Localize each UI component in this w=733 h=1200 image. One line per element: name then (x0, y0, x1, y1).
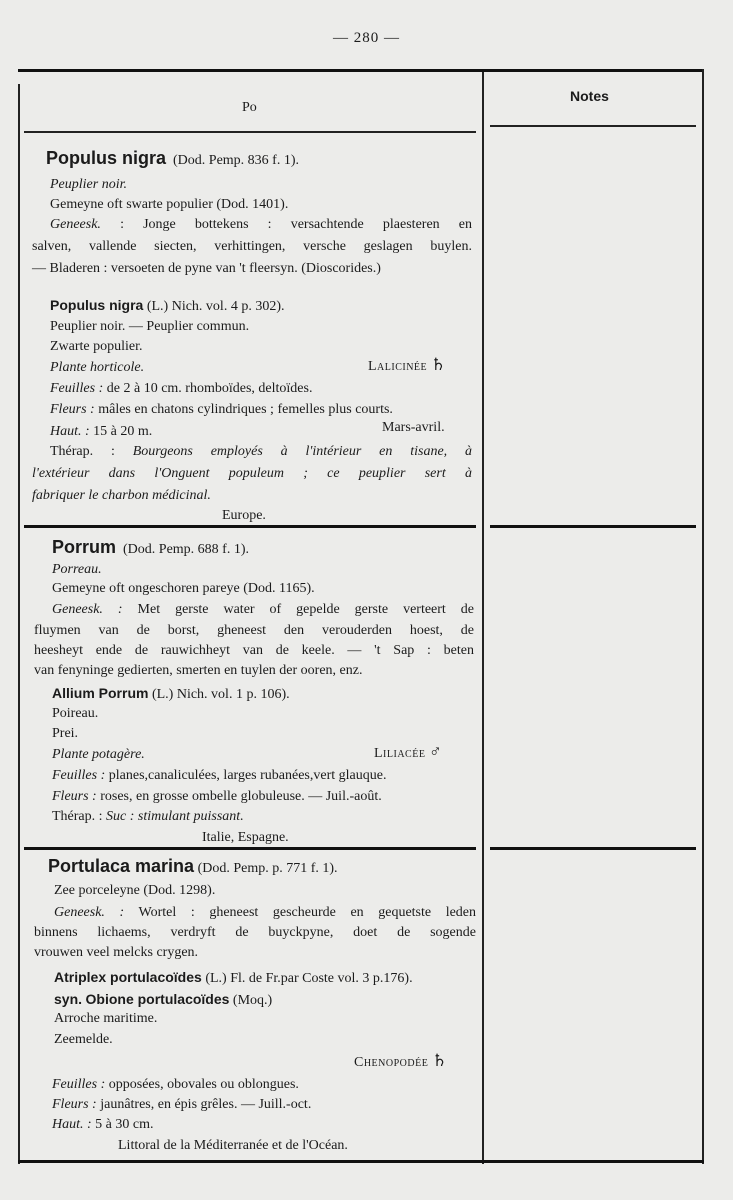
body-line: — Bladeren : versoeten de pyne van 't fleersyn. (Dioscorides.) (32, 261, 381, 276)
body-line: fluymen van de borst, gheneest den verouderden hoest, de (34, 623, 474, 638)
feuilles-line: Feuilles : planes,canaliculées, larges rubanées,vert glauque. (52, 768, 387, 783)
therap-line: Thérap. : Bourgeons employés à l'intérieur en tisane, à (50, 444, 473, 459)
entry-separator-right (490, 847, 696, 850)
column-divider (482, 72, 484, 1164)
entry-separator-right (490, 525, 696, 528)
dutch-name: Gemeyne oft ongeschoren pareye (Dod. 1165). (52, 581, 315, 596)
dutch-name: Zwarte populier. (50, 339, 143, 354)
family-label: Lalicinée ♄ (368, 355, 446, 374)
distribution: Littoral de la Méditerranée et de l'Océan. (118, 1138, 348, 1153)
distribution: Europe. (222, 508, 266, 523)
french-name: Peuplier noir. (50, 177, 127, 192)
french-name: Arroche maritime. (54, 1011, 158, 1026)
latin-name: Populus nigra (L.) Nich. vol. 4 p. 302). (50, 297, 285, 314)
latin-name: Atriplex portulacoïdes (L.) Fl. de Fr.par Coste vol. 3 p.176). (54, 969, 413, 986)
header-rule-left (24, 131, 476, 133)
therap-line: l'extérieur dans l'Onguent populeum ; ce peuplier sert à (32, 466, 472, 481)
french-name: Porreau. (52, 562, 102, 577)
entry-title: Porrum (Dod. Pemp. 688 f. 1). (52, 537, 250, 557)
table-right-border (702, 69, 704, 1164)
therap-line: Thérap. : Suc : stimulant puissant. (52, 809, 244, 824)
therap-line: fabriquer le charbon médicinal. (32, 488, 211, 503)
body-line: salven, vallende siecten, verhittingen, versche geslagen buylen. (32, 239, 472, 254)
page-number: — 280 — (333, 30, 400, 46)
table-left-border (18, 84, 20, 1164)
feuilles-line: Feuilles : opposées, obovales ou oblongues. (52, 1077, 299, 1092)
haut-line: Haut. : 5 à 30 cm. (52, 1117, 154, 1132)
entry-separator-left (24, 525, 476, 528)
saturn-symbol: ♄ (430, 355, 446, 374)
family-label: Liliacée ♂ (374, 742, 442, 761)
entry-separator-left (24, 847, 476, 850)
family-label: Chenopodée ♄ (354, 1051, 448, 1070)
body-line: binnens lichaems, verdryft de buyckpyne, doet de sogende (34, 925, 476, 940)
entry-title: Populus nigra (Dod. Pemp. 836 f. 1). (46, 148, 300, 168)
fleurs-line: Fleurs : jaunâtres, en épis grêles. — Juill.-oct. (52, 1097, 312, 1112)
saturn-symbol: ♄ (431, 1051, 448, 1070)
flowering-period: Mars-avril. (382, 420, 445, 435)
dutch-name: Zeemelde. (54, 1032, 113, 1047)
dutch-name: Gemeyne oft swarte populier (Dod. 1401). (50, 197, 289, 212)
dutch-name: Zee porceleyne (Dod. 1298). (54, 883, 216, 898)
table-top-border (18, 69, 704, 72)
fleurs-line: Fleurs : mâles en chatons cylindriques ; femelles plus courts. (50, 402, 393, 417)
body-line: van fenyninge gedierten, smerten en tuylen der ooren, enz. (34, 663, 363, 678)
column-header-po: Po (242, 100, 257, 115)
feuilles-line: Feuilles : de 2 à 10 cm. rhomboïdes, deltoïdes. (50, 381, 313, 396)
header-rule-right (490, 125, 696, 127)
dutch-name: Prei. (52, 726, 79, 741)
body-line: heesheyt ende de rauwichheyt van de keele. — 't Sap : beten (34, 643, 474, 658)
latin-name: Allium Porrum (L.) Nich. vol. 1 p. 106). (52, 685, 290, 702)
table-bottom-border (18, 1160, 704, 1163)
male-symbol: ♂ (428, 742, 442, 761)
haut-line: Haut. : 15 à 20 m. (50, 424, 153, 439)
geneesk-line: Geneesk. : Met gerste water of gepelde gerste verteert de (52, 602, 475, 617)
plant-type: Plante potagère. (52, 747, 145, 762)
french-name: Peuplier noir. — Peuplier commun. (50, 319, 250, 334)
fleurs-line: Fleurs : roses, en grosse ombelle globuleuse. — Juil.-août. (52, 789, 382, 804)
geneesk-line: Geneesk. : Wortel : gheneest gescheurde en gequetste leden (54, 905, 477, 920)
column-header-notes: Notes (570, 88, 609, 104)
geneesk-line: Geneesk. : Jonge bottekens : versachtende plaesteren en (50, 217, 473, 232)
distribution: Italie, Espagne. (202, 830, 289, 845)
plant-type: Plante horticole. (50, 360, 145, 375)
french-name: Poireau. (52, 706, 99, 721)
entry-title: Portulaca marina (Dod. Pemp. p. 771 f. 1). (48, 856, 338, 876)
synonym: syn. Obione portulacoïdes (Moq.) (54, 991, 273, 1008)
body-line: vrouwen veel melcks crygen. (34, 945, 199, 960)
